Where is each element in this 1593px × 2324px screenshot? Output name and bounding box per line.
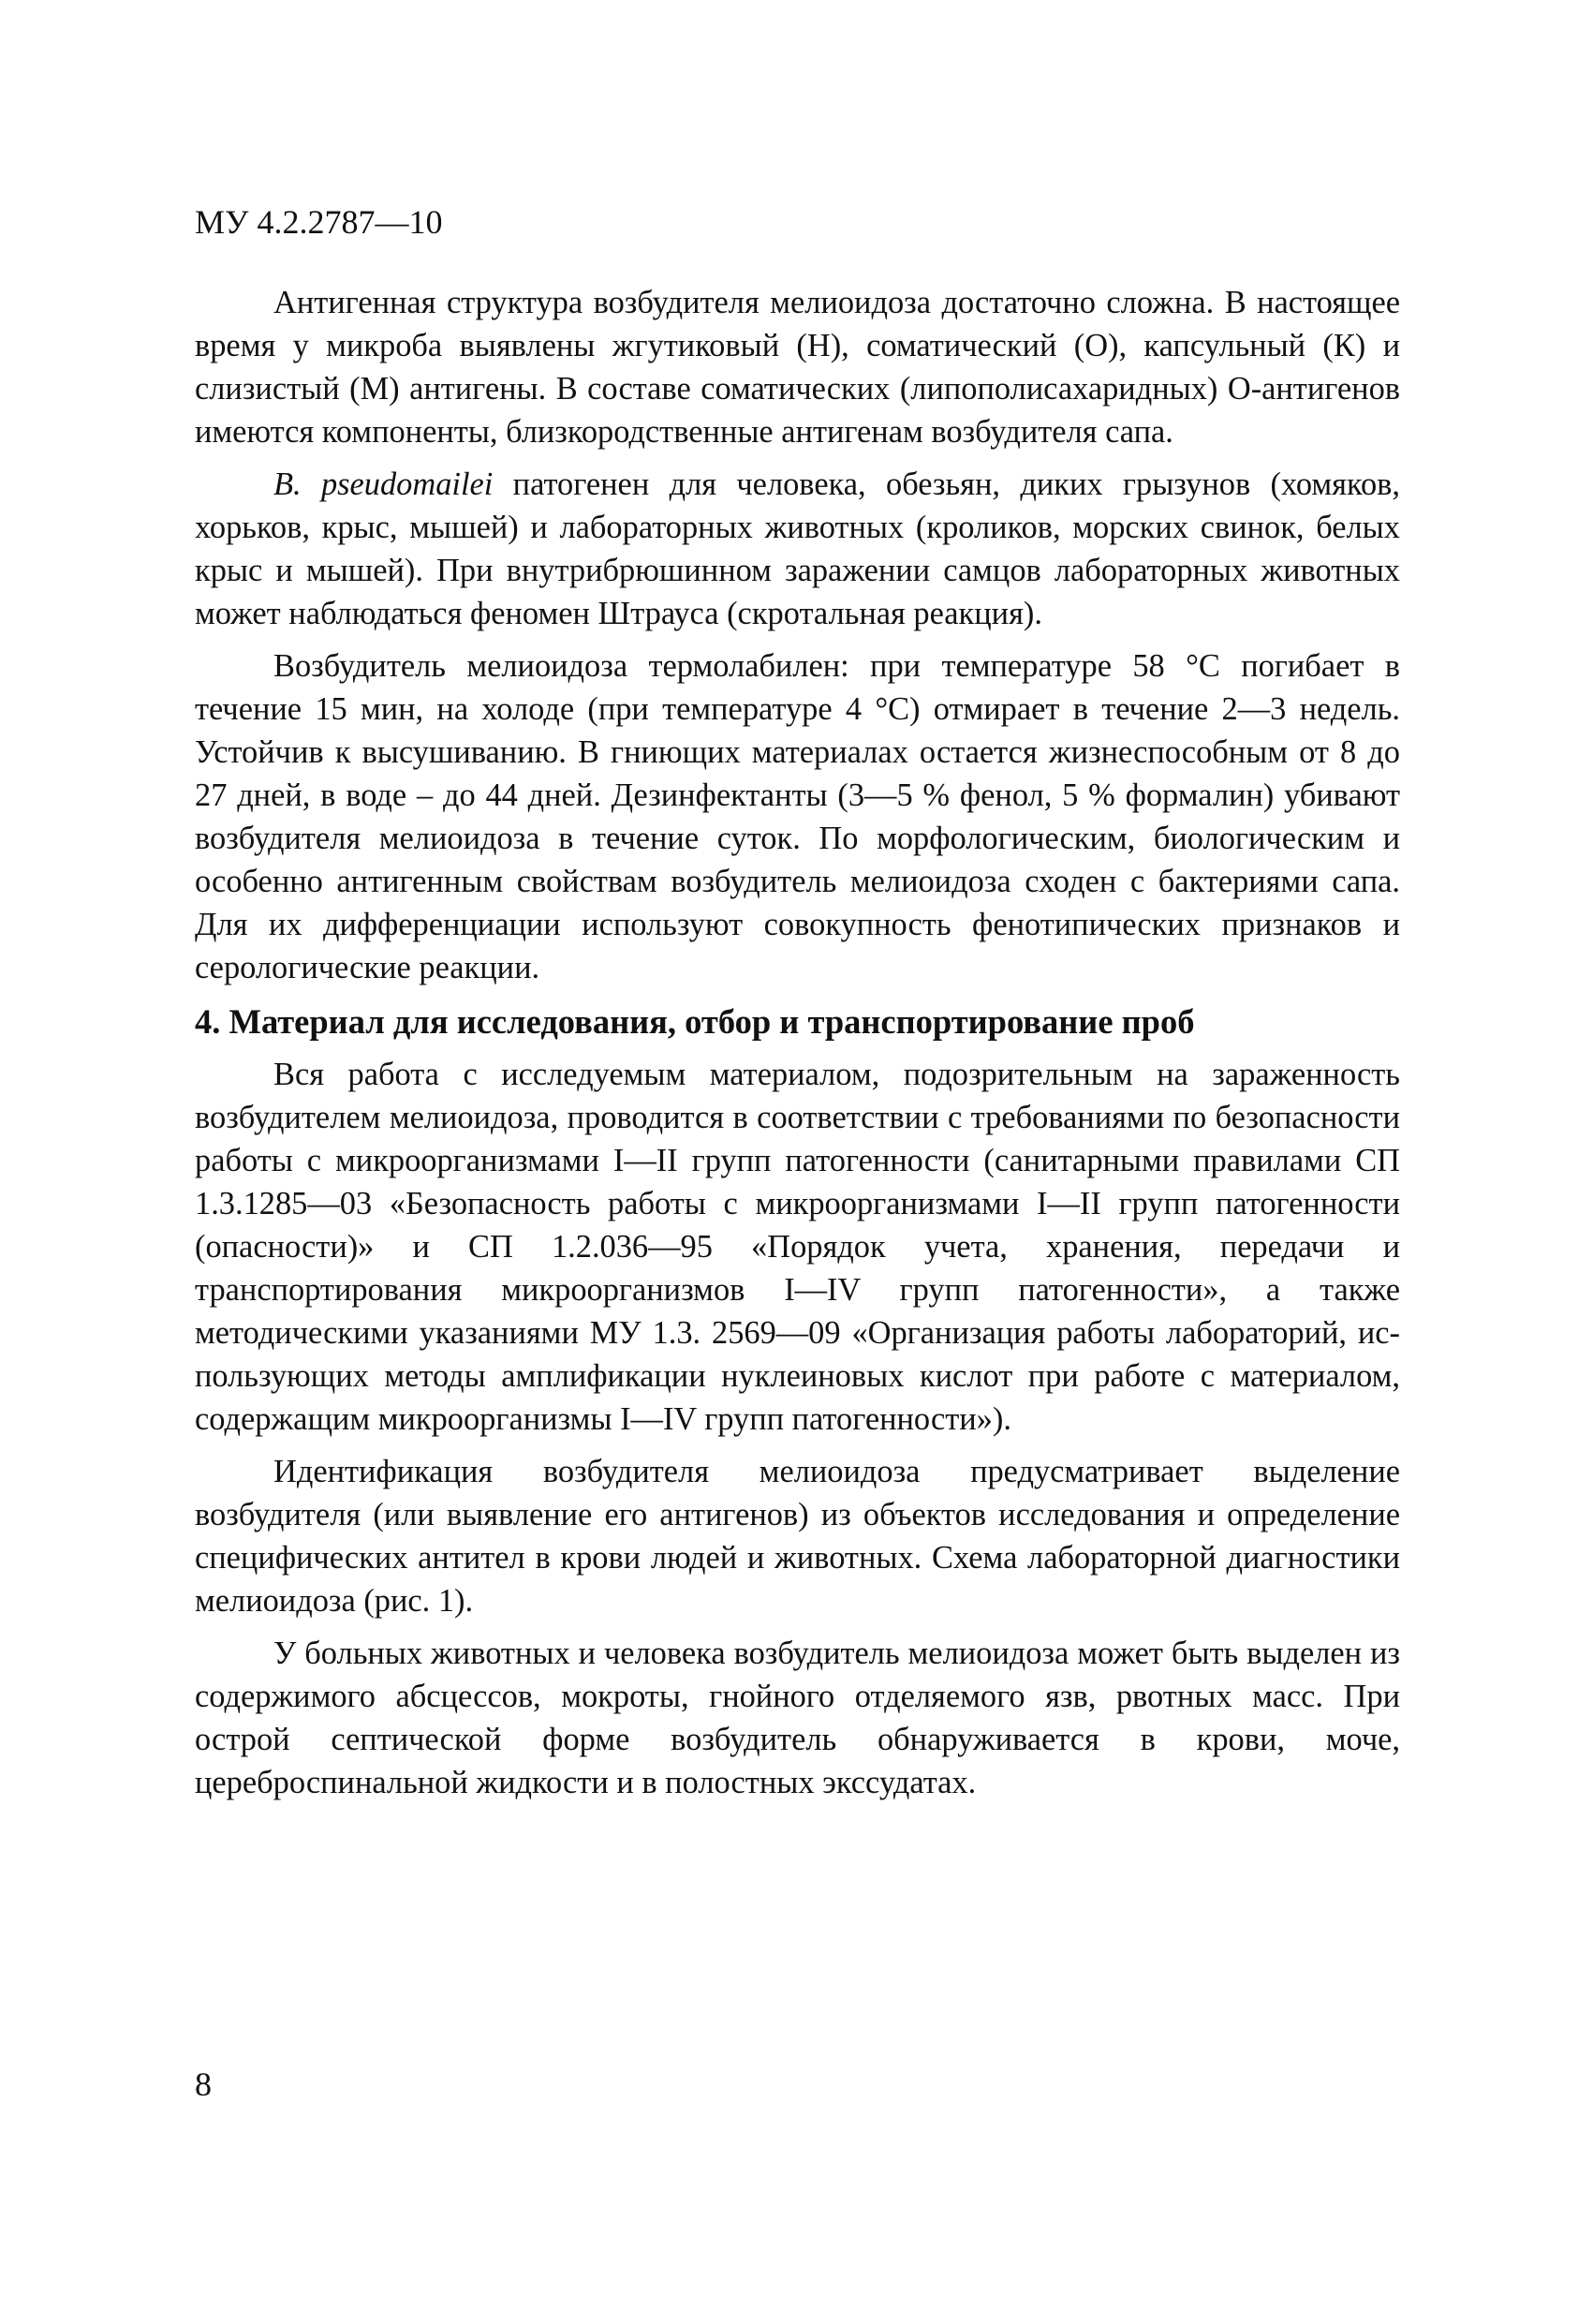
paragraph-thermolability: Возбудитель мелиоидоза термолабилен: при температуре 58 °С погибает в течение 15 мин, на холоде (при температуре 4 °С) отмирает в течение 2—3 недель. Устойчив к высушиванию. В гниющих материалах остается жизнеспособным от 8 до 27 дней, в воде – до 44 дней. Дезинфектанты (3—5 % фенол, 5 % формалин) убивают возбудителя мелиоидоза в течение суток. По морфологическим, биологическим и особенно антигенным свойствам возбудитель мелиоидоза сходен с бактериями сапа. Для их дифференциации используют совокупность фенотипических признаков и серологические реакции. — [195, 648, 1400, 985]
paragraph-pathogenicity — [195, 463, 1400, 635]
document-code-header: МУ 4.2.2787—10 — [195, 203, 443, 241]
paragraph-antigen-structure: Антигенная структура возбудителя мелиоидоза достаточно сложна. В настоящее время у микроба выявлены жгутиковый (Н), соматический (О), капсульный (К) и слизистый (М) антигены. В составе соматических (липополисахаридных) О-антигенов имеются компоненты, близкородственные антигенам возбудителя сапа. — [195, 285, 1400, 450]
species-name: B. pseudomailei — [273, 466, 494, 502]
section-4-heading: 4. Материал для исследования, отбор и транспортирование проб — [195, 1002, 1195, 1041]
paragraph-pathogenicity-text: патогенен для человека, обезьян, диких грызунов (хомяков, хорьков, крыс, мышей) и лабораторных животных (кроликов, морских свинок, белых крыс и мышей). При внутрибрюшинном заражении самцов лабораторных животных может наблюдаться феномен Штрауса (скротальная реакция). — [195, 466, 1400, 631]
page-number: 8 — [195, 2065, 212, 2103]
paragraph-isolation-sources: У больных животных и человека возбудитель мелиоидоза может быть выделен из содержимого абсцессов, мокроты, гнойного отделяемого язв, рвотных масс. При острой септической форме возбудитель обнаруживается в крови, моче, цереброспинальной жидкости и в полостных экссудатах. — [195, 1636, 1400, 1800]
paragraph-identification: Идентификация возбудителя мелиоидоза предусматривает выделение возбудителя (или выявление его антигенов) из объектов исследования и определение специфических антител в крови людей и животных. Схема лабораторной диагностики мелиоидоза (рис. 1). — [195, 1454, 1400, 1619]
paragraph-safety-requirements: Вся работа с исследуемым материалом, подозрительным на зараженность возбудителем мелиоидоза, проводится в соответствии с требованиями по безопасности работы с микроорганизмами I—II групп патогенности (санитарными правилами СП 1.3.1285—03 «Безопасность работы с микроорганизмами I—II групп патогенности (опасности)» и СП 1.2.036—95 «Порядок учета, хранения, передачи и транспортирования микроорганизмов I—IV групп патогенности», а также методическими указаниями МУ 1.3. 2569—09 «Организация работы лабораторий, использующих методы амплификации нуклеиновых кислот при работе с материалом, содержащим микроорганизмы I—IV групп патогенности»). — [195, 1057, 1400, 1437]
document-body — [195, 281, 1400, 1804]
